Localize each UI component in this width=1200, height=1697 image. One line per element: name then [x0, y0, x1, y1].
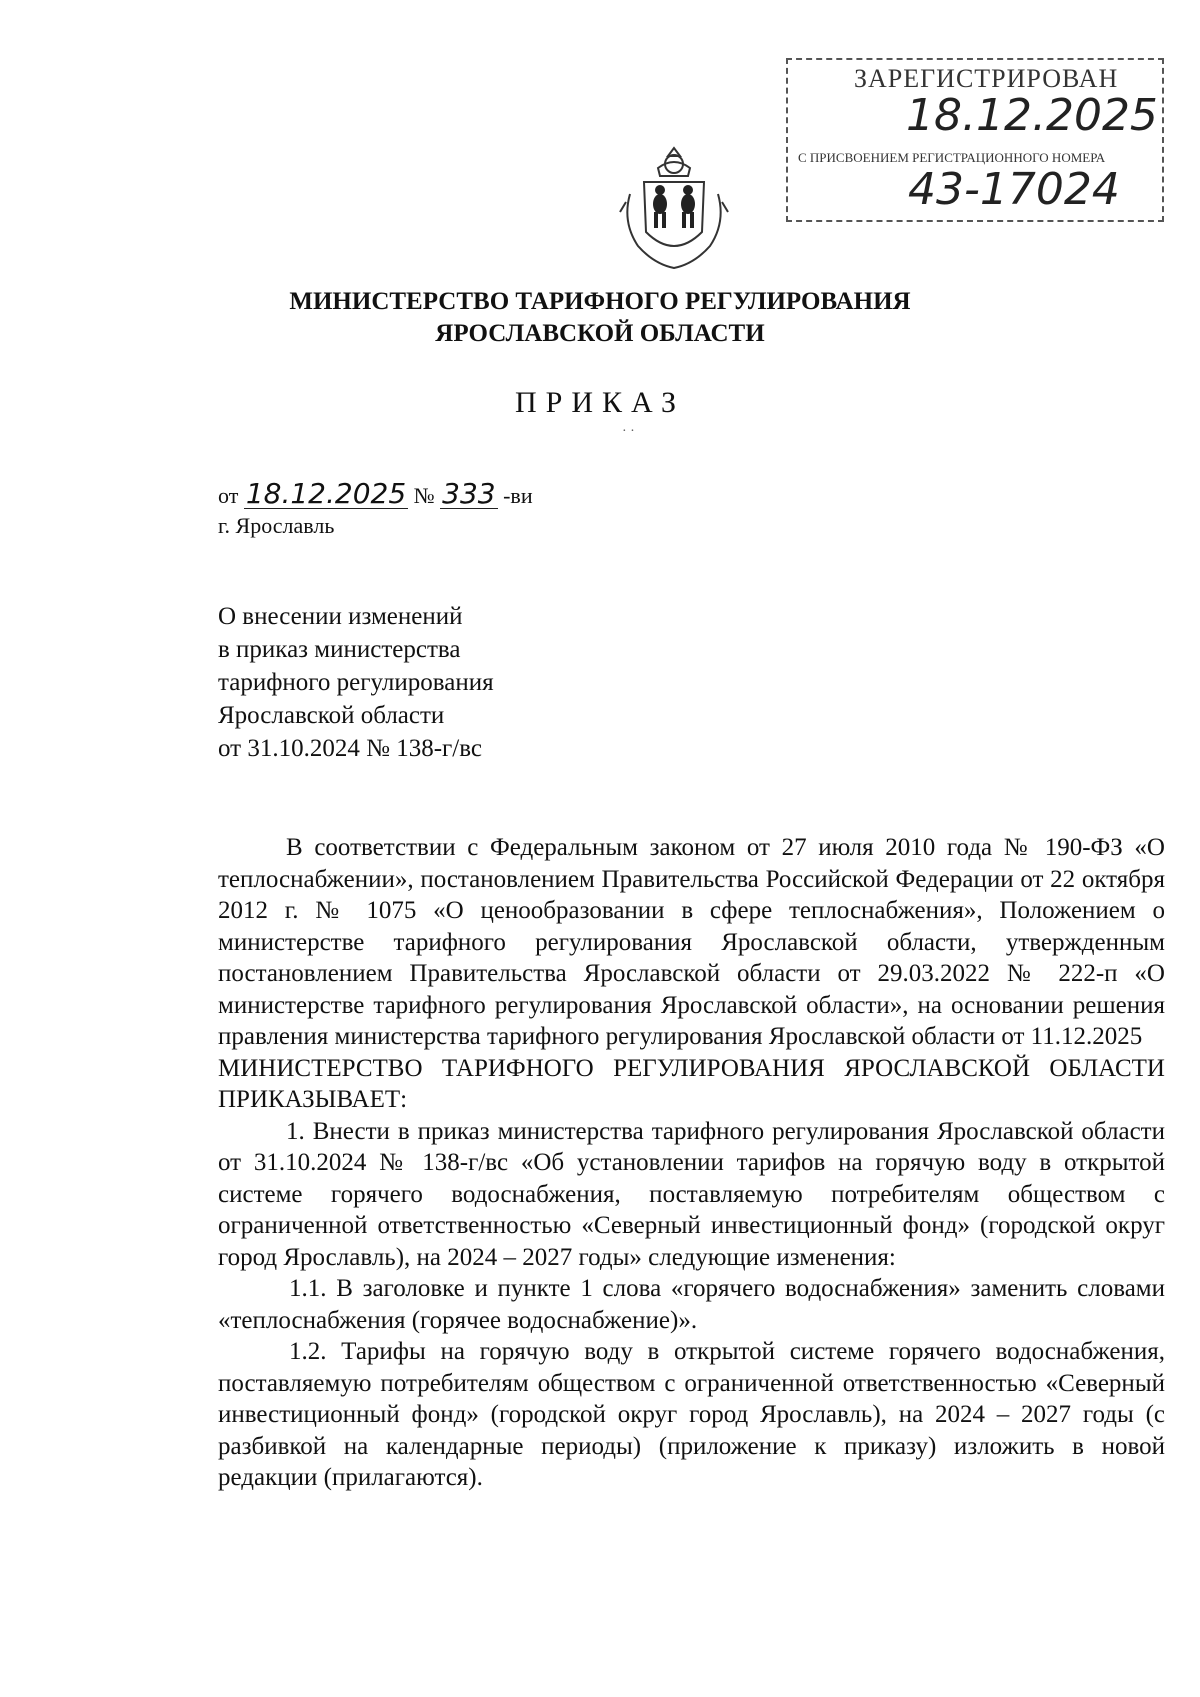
ministry-name-line1: МИНИСТЕРСТВО ТАРИФНОГО РЕГУЛИРОВАНИЯ [289, 288, 911, 315]
preamble-paragraph: В соответствии с Федеральным законом от 27 июля 2010 года № 190-ФЗ «О теплоснабжении», постановлением Правительства Российской Федерации от 22 октября 2012 г. № 1075 «О ценообразовании в сфере теплоснабжения», Положением о министерстве тарифного регулирования Ярославской области, утвержденным постановлением Правительства Ярославской области от 29.03.2022 № 222-п «О министерстве тарифного регулирования Ярославской области», на основании решения правления министерства тарифного регулирования Ярославской области от 11.12.2025 [218, 834, 1165, 1050]
decorative-dots: · · [622, 424, 635, 439]
order-date-line [218, 477, 533, 510]
decree-paragraph: МИНИСТЕРСТВО ТАРИФНОГО РЕГУЛИРОВАНИЯ ЯРОСЛАВСКОЙ ОБЛАСТИ ПРИКАЗЫВАЕТ: [218, 1054, 1165, 1113]
item-1-2-paragraph: 1.2. Тарифы на горячую воду в открытой системе горячего водоснабжения, поставляемую потребителям обществом с ограниченной ответственностью «Северный инвестиционный фонд» (городской округ город Ярославль), на 2024 – 2027 годы (с разбивкой на календарные периоды) (приложение к приказу) изложить в новой редакции (прилагаются). [218, 1338, 1165, 1491]
order-title: ПРИКАЗ [515, 386, 685, 419]
stamp-date: 18.12.2025 [906, 90, 1158, 141]
stamp-title: ЗАРЕГИСТРИРОВАН [854, 64, 1119, 93]
subject-line: Ярославской области [218, 702, 445, 729]
ministry-name-line2: ЯРОСЛАВСКОЙ ОБЛАСТИ [435, 320, 765, 347]
item-1-paragraph: 1. Внести в приказ министерства тарифного регулирования Ярославской области от 31.10.2024 № 138-г/вс «Об установлении тарифов на горячую воду в открытой системе горячего водоснабжения, поставляемую потребителям обществом с ограниченной ответственностью «Северный инвестиционный фонд» (городской округ город Ярославль), на 2024 – 2027 годы» следующие изменения: [218, 1117, 1165, 1271]
subject-line: от 31.10.2024 № 138-г/вс [218, 735, 482, 762]
order-date: 18.12.2025 [245, 477, 407, 510]
order-suffix: -ви [503, 483, 533, 508]
item-1-1-paragraph: 1.1. В заголовке и пункте 1 слова «горячего водоснабжения» заменить словами «теплоснабжения (горячее водоснабжение)». [218, 1275, 1165, 1334]
subject-line: тарифного регулирования [218, 669, 494, 696]
from-label: от [218, 483, 239, 508]
number-label: № [413, 483, 435, 508]
order-body [218, 832, 1165, 1494]
subject-line: в приказ министерства [218, 636, 461, 663]
yaroslavl-coat-of-arms-icon [618, 142, 730, 274]
order-number: 333 [442, 477, 496, 510]
registration-stamp [786, 58, 1164, 222]
subject-line: О внесении изменений [218, 603, 463, 630]
stamp-subtitle: С ПРИСВОЕНИЕМ РЕГИСТРАЦИОННОГО НОМЕРА [798, 150, 1106, 165]
city: г. Ярославль [218, 513, 335, 538]
order-subject [218, 600, 494, 765]
stamp-registration-number: 43-17024 [908, 164, 1120, 215]
